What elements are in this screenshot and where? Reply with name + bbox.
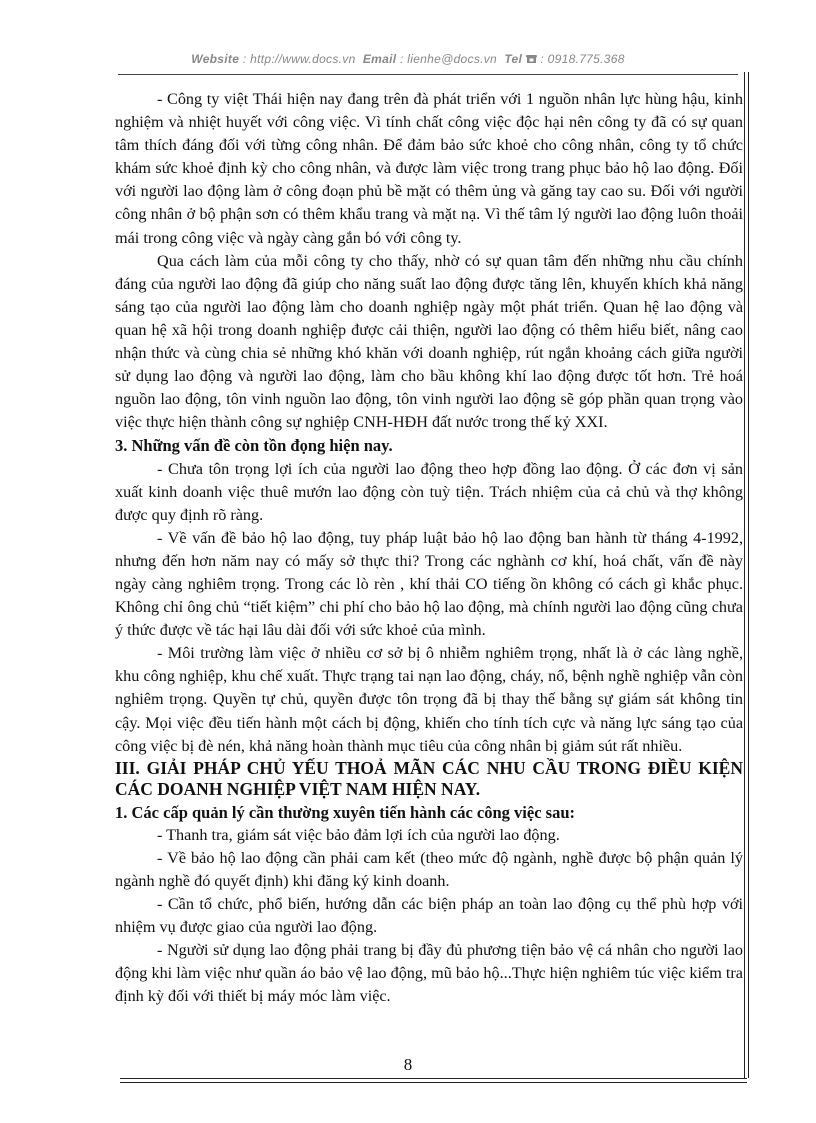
list-item: - Về bảo hộ lao động cần phải cam kết (theo mức độ ngành, nghề được bộ phận quản lý ngành nghề đó quyết định) khi đăng ký kinh doanh.	[115, 848, 743, 890]
header-divider	[118, 74, 738, 75]
website-value: : http://www.docs.vn	[242, 52, 356, 66]
list-item: - Cần tổ chức, phổ biến, hướng dẫn các biện pháp an toàn lao động cụ thể phù hợp với nhiệm vụ được giao của người lao động.	[115, 895, 743, 937]
tel-label: Tel	[504, 52, 523, 66]
website-label: Website	[191, 52, 240, 66]
page-header	[0, 0, 816, 90]
list-item: - Thanh tra, giám sát việc bảo đảm lợi ích của người lao động.	[157, 825, 560, 844]
chapter-heading: III. GIẢI PHÁP CHỦ YẾU THOẢ MÃN CÁC NHU CẦU TRONG ĐIỀU KIỆN CÁC DOANH NGHIỆP VIỆT NAM HIỆN NAY.	[115, 757, 743, 800]
paragraph: Qua cách làm của mỗi công ty cho thấy, nhờ có sự quan tâm đến những nhu cầu chính đáng của người lao động đã giúp cho năng suất lao động được tăng lên, khuyến khích khả năng sáng tạo của người lao động làm cho doanh nghiệp ngày một phát triển. Quan hệ lao động và quan hệ xã hội trong doanh nghiệp được cải thiện, người lao động có thêm hiểu biết, nâng cao nhận thức và cùng chia sẻ những khó khăn với doanh nghiệp, rút ngắn khoảng cách giữa người sử dụng lao động và người lao động, làm cho bầu không khí lao động được tốt hơn. Trẻ hoá nguồn lao động, tôn vinh nguồn lao động, tôn vinh người lao động sẽ góp phần quan trọng vào việc thực hiện thành công sự nghiệp CNH-HĐH đất nước trong thế kỷ XXI.	[115, 251, 743, 432]
tel-value: : 0918.775.368	[540, 52, 625, 66]
document-body	[115, 88, 743, 1009]
email-label: Email	[362, 52, 397, 66]
header-contact-line	[0, 52, 816, 66]
phone-icon	[526, 52, 541, 66]
email-value: : lienhe@docs.vn	[400, 52, 498, 66]
paragraph: - Môi trường làm việc ở nhiều cơ sở bị ô nhiễm nghiêm trọng, nhất là ở các làng nghề, khu công nghiệp, khu chế xuất. Thực trạng tai nạn lao động, cháy, nổ, bệnh nghề nghiệp vẫn còn nghiêm trọng. Quyền tự chủ, quyền được tôn trọng đã bị thay thế bằng sự giám sát không tin cậy. Mọi việc đều tiến hành một cách bị động, khiến cho tính tích cực và năng lực sáng tạo của công việc bị đè nén, khả năng hoàn thành mục tiêu của công nhân bị giảm sút rất nhiều.	[115, 644, 743, 755]
paragraph: - Chưa tôn trọng lợi ích của người lao động theo hợp đồng lao động. Ở các đơn vị sản xuất kinh doanh việc thuê mướn lao động còn tuỳ tiện. Trách nhiệm của cả chủ và thợ không được quy định rõ ràng.	[115, 459, 743, 524]
page-border-right	[744, 72, 749, 1078]
list-item: - Người sử dụng lao động phải trang bị đầy đủ phương tiện bảo vệ cá nhân cho người lao động khi làm việc như quần áo bảo vệ lao động, mũ bảo hộ...Thực hiện nghiêm túc việc kiểm tra định kỳ đối với thiết bị máy móc làm việc.	[115, 941, 743, 1006]
page-border-bottom	[120, 1078, 747, 1083]
section-heading: 1. Các cấp quản lý cần thường xuyên tiến hành các công việc sau:	[115, 802, 575, 822]
paragraph: - Về vấn đề bảo hộ lao động, tuy pháp luật bảo hộ lao động ban hành từ tháng 4-1992, nhưng đến hơn năm nay có mấy sở thực thi? Trong các nghành cơ khí, hoá chất, vấn đề này ngày càng nghiêm trọng. Trong các lò rèn , khí thải CO tiếng ồn không có cách gì khắc phục. Không chỉ ông chủ “tiết kiệm” chi phí cho bảo hộ lao động, mà chính người lao động cũng chưa ý thức được về tác hại lâu dài đối với sức khoẻ của mình.	[115, 528, 743, 640]
paragraph: - Công ty việt Thái hiện nay đang trên đà phát triển với 1 nguồn nhân lực hùng hậu, kinh nghiệm và nhiệt huyết với công việc. Vì tính chất công việc độc hại nên công ty đã có sự quan tâm thích đáng đối với từng công nhân. Để đảm bảo sức khoẻ cho công nhân, công ty tổ chức khám sức khoẻ định kỳ cho công nhân, và được làm việc trong trang phục bảo hộ lao động. Đối với người lao động làm ở công đoạn phủ bề mặt có thêm ủng và găng tay cao su. Đối với người công nhân ở bộ phận sơn có thêm khẩu trang và mặt nạ. Vì thế tâm lý người lao động luôn thoải mái trong công việc và ngày càng gắn bó với công ty.	[115, 90, 743, 247]
page-number: 8	[403, 1055, 413, 1074]
section-heading: 3. Những vấn đề còn tồn đọng hiện nay.	[115, 436, 393, 456]
